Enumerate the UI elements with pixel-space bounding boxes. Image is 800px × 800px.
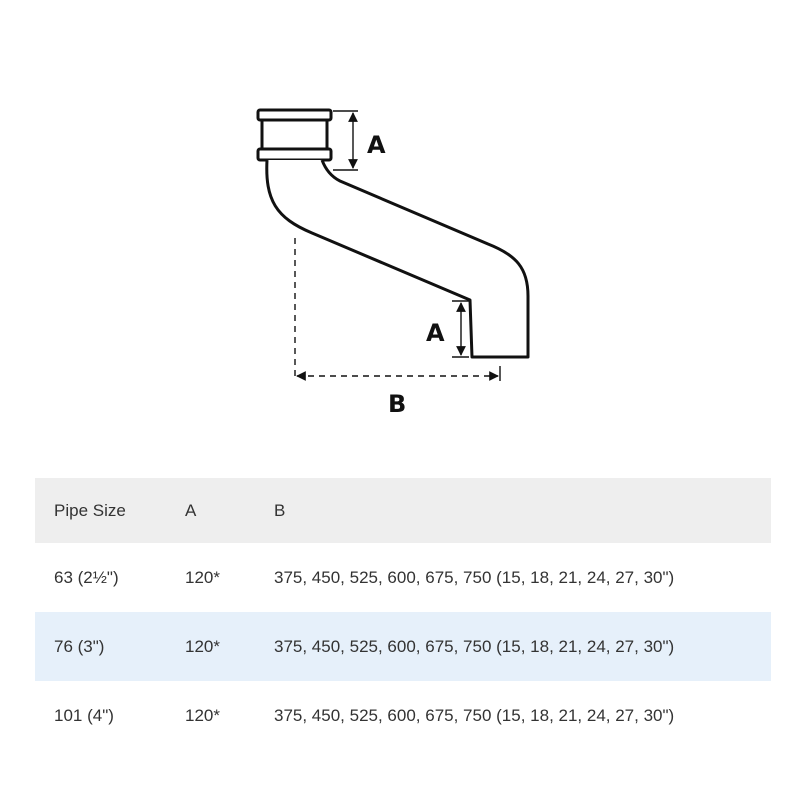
cell-a: 120* (185, 705, 220, 725)
cell-pipe-size: 76 (3") (54, 636, 105, 656)
table-row (35, 681, 771, 750)
cell-b: 375, 450, 525, 600, 675, 750 (15, 18, 21, 24, 27, 30") (274, 567, 675, 587)
cell-pipe-size: 63 (2½") (54, 567, 119, 587)
cell-a: 120* (185, 636, 220, 656)
socket-collar (258, 110, 331, 160)
table-row (35, 543, 771, 612)
pipe-size-table (35, 478, 771, 750)
cell-pipe-size: 101 (4") (54, 705, 114, 725)
header-b: B (274, 500, 286, 520)
cell-a: 120* (185, 567, 220, 587)
table-row (35, 612, 771, 681)
cell-b: 375, 450, 525, 600, 675, 750 (15, 18, 21, 24, 27, 30") (274, 636, 675, 656)
header-a: A (185, 500, 197, 520)
table-header-row (35, 478, 771, 543)
bottom-a-label: A (426, 319, 445, 347)
header-pipe-size: Pipe Size (54, 500, 126, 520)
b-label: B (388, 390, 407, 418)
top-a-label: A (367, 131, 386, 159)
cell-b: 375, 450, 525, 600, 675, 750 (15, 18, 21, 24, 27, 30") (274, 705, 675, 725)
pipe-body (267, 160, 528, 357)
